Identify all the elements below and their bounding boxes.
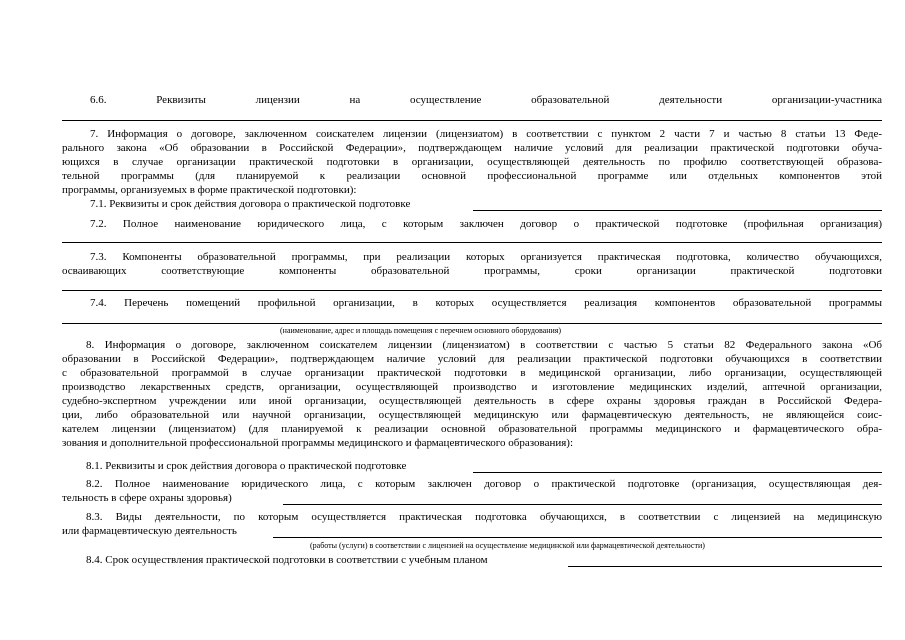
section-6-6: 6.6. Реквизиты лицензии на осуществление образовательной деятельности организации-участника: [90, 94, 882, 106]
section-8-3-line: или фармацевтическую деятельность: [62, 525, 237, 537]
section-8-2-line: 8.2. Полное наименование юридического лица, с которым заключен договор о практической подготовке (организация, осуществляющая дея-: [86, 478, 882, 490]
fill-line-7-3: [62, 290, 882, 291]
section-7-4: 7.4. Перечень помещений профильной организации, в которых осуществляется реализация компонентов образовательной программы: [90, 297, 882, 309]
section-7-3-line: 7.3. Компоненты образовательной программы, при реализации которых организуется практическая подготовка, количество обучающихся,: [90, 251, 882, 263]
section-8-line: кателем лицензии (лицензиатом) (для планируемой к реализации основной образовательной программы медицинского и фармацевтического обра-: [62, 423, 882, 435]
section-8-line: с образовательной программой в случае организации практической подготовки в медицинской организации, либо организации, осуществляющей: [62, 367, 882, 379]
fill-line-8-3: [273, 537, 882, 538]
section-7-line: рального закона «Об образовании в Российской Федерации», подтверждающем наличие условий для реализации практической подготовки обуча-: [62, 142, 882, 154]
section-8-4: 8.4. Срок осуществления практической подготовки в соответствии с учебным планом: [86, 554, 488, 566]
section-8-line: зования и дополнительной профессиональной программы медицинского и фармацевтического образования):: [62, 437, 574, 449]
section-7-line: тельной программы (для планируемой к реализации основной профессиональной программе или отдельных компонентов этой: [62, 170, 882, 182]
section-8-line: производство лекарственных средств, организации, осуществляющей производство и изготовление медицинских изделий, аптечной организации,: [62, 381, 882, 393]
section-8-line: судебно-экспертном учреждении или иной организации, осуществляющей деятельность в сфере охраны здоровья граждан в Российской Федера-: [62, 395, 882, 407]
section-8-line: 8. Информация о договоре, заключенном соискателем лицензии (лицензиатом) в соответствии с частью 5 статьи 82 Федерального закона «Об: [86, 339, 882, 351]
section-7-line: программы, организуемых в форме практической подготовки):: [62, 184, 357, 196]
section-8-1: 8.1. Реквизиты и срок действия договора о практической подготовке: [86, 460, 407, 472]
fill-line-7-1: [473, 210, 882, 211]
fill-line-7-4: [62, 323, 882, 324]
fill-line-8-1: [473, 472, 882, 473]
fill-line-7-2: [62, 242, 882, 243]
section-7-line: 7. Информация о договоре, заключенном соискателем лицензии (лицензиатом) в соответствии с пунктом 2 части 7 и частью 8 статьи 13 Феде-: [90, 128, 882, 140]
fill-line-8-4: [568, 566, 882, 567]
caption-7-4: (наименование, адрес и площадь помещения с перечнем основного оборудования): [280, 326, 562, 335]
section-7-2: 7.2. Полное наименование юридического лица, с которым заключен договор о практической подготовке (профильная организация): [90, 218, 882, 230]
section-8-line: образовании в Российской Федерации», подтверждающем наличие условий для реализации практической подготовки обучающихся в соответствии: [62, 353, 882, 365]
fill-line-6-6: [62, 120, 882, 121]
section-7-1: 7.1. Реквизиты и срок действия договора о практической подготовке: [90, 198, 411, 210]
section-8-3-line: 8.3. Виды деятельности, по которым осуществляется практическая подготовка обучающихся, в соответствии с лицензией на медицинскую: [86, 511, 882, 523]
section-8-2-line: тельность в сфере охраны здоровья): [62, 492, 232, 504]
caption-8-3: (работы (услуги) в соответствии с лицензией на осуществление медицинской или фармацевтической деятельности): [310, 541, 705, 550]
section-7-3-line: осваивающих соответствующие компоненты образовательной программы, сроки организации практической подготовки: [62, 265, 882, 277]
fill-line-8-2: [283, 504, 882, 505]
section-8-line: ции, либо образовательной или научной организации, осуществляющей медицинскую или фармацевтическую деятельность, не являющейся соис-: [62, 409, 882, 421]
section-7-line: ющихся в случае организации практической подготовки в организации, осуществляющей деятельность по профилю соответствующей образова-: [62, 156, 882, 168]
